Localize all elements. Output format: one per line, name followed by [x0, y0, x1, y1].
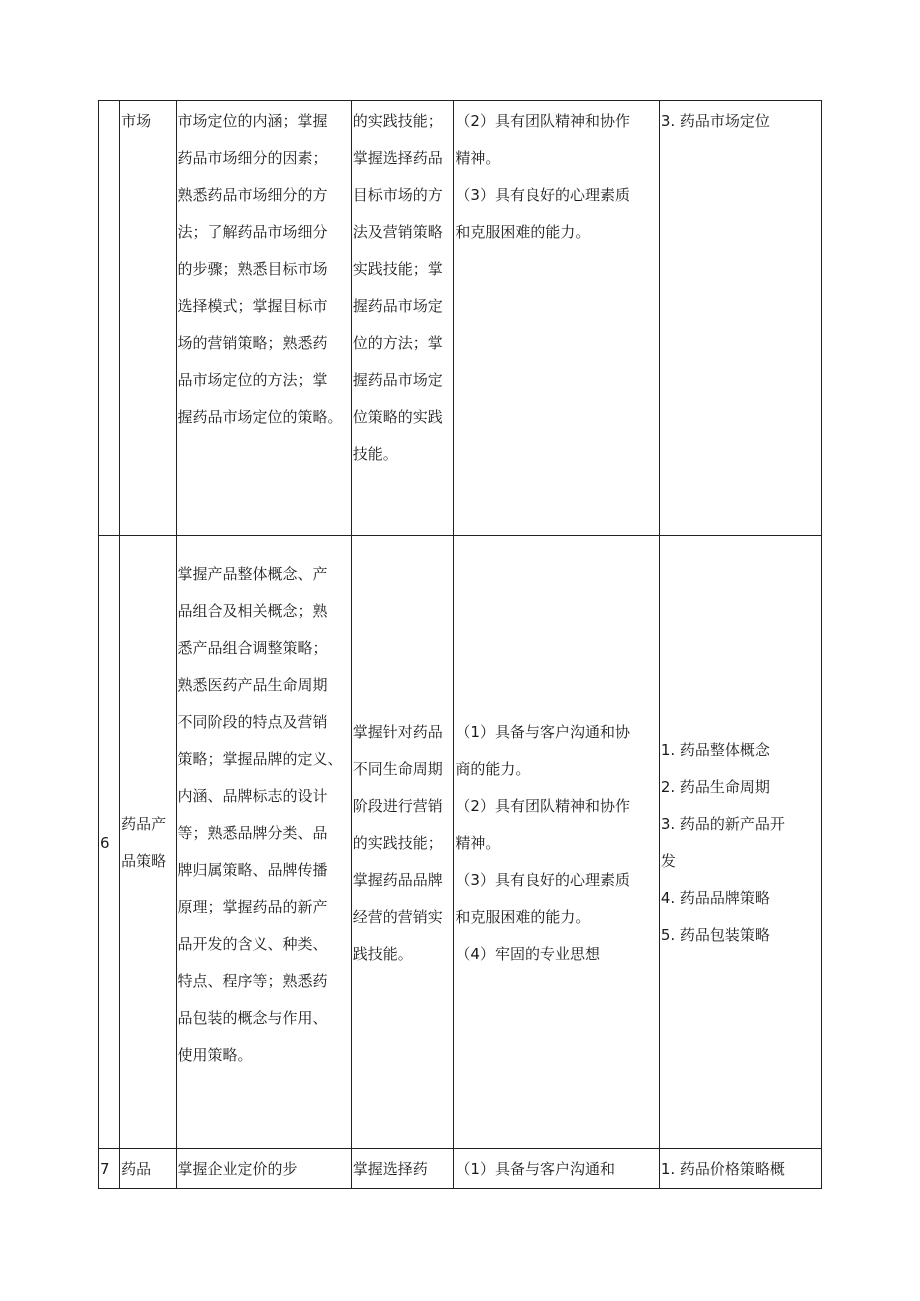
cell-line: 品市场定位的方法；掌 [177, 371, 328, 389]
knowledge-cell [176, 1149, 351, 1189]
knowledge-cell [176, 101, 351, 536]
cell-line: 践技能。 [352, 944, 413, 963]
content-cell [659, 1149, 821, 1189]
module-name-cell [120, 536, 176, 1149]
cell-line: 发 [660, 852, 676, 870]
cell-line: （1）具备与客户沟通和 [455, 1160, 615, 1178]
cell-line: 位的方法；掌 [352, 334, 443, 352]
cell-line: 等；熟悉品牌分类、品 [177, 824, 328, 842]
cell-line: 3. 药品市场定位 [660, 112, 770, 130]
quality-cell [454, 1149, 659, 1189]
row-number-cell: 7 [99, 1149, 120, 1189]
cell-line: 选择模式；掌握目标市 [177, 297, 328, 315]
cell-line: 阶段进行营销 [352, 796, 443, 815]
row-number-cell: 6 [99, 536, 120, 1149]
cell-line: 药品产 [121, 815, 167, 833]
cell-line: 市场 [121, 112, 152, 130]
cell-line: 和克服困难的能力。 [455, 223, 591, 241]
cell-line: 原理；掌握药品的新产 [177, 898, 328, 916]
cell-line: 品策略 [121, 852, 167, 870]
cell-line: 熟悉药品市场细分的方 [177, 186, 328, 204]
cell-line: 掌握产品整体概念、产 [177, 565, 328, 583]
cell-line: 5. 药品包装策略 [660, 926, 770, 944]
cell-line: 精神。 [455, 149, 501, 167]
cell-line: 2. 药品生命周期 [660, 778, 770, 796]
cell-line: 悉产品组合调整策略； [177, 639, 328, 657]
cell-line: 和克服困难的能力。 [455, 907, 591, 926]
cell-line: 品组合及相关概念；熟 [177, 602, 328, 620]
cell-line: （4）牢固的专业思想 [455, 944, 600, 963]
module-name-cell [120, 1149, 176, 1189]
row-number-cell [99, 101, 120, 536]
cell-line: 品开发的含义、种类、 [177, 935, 328, 953]
curriculum-table [98, 100, 822, 1189]
cell-line: 掌握选择药品 [352, 149, 443, 167]
cell-line: 3. 药品的新产品开 [660, 815, 785, 833]
cell-line: 经营的营销实 [352, 907, 443, 926]
cell-line: 握药品市场定 [352, 297, 443, 315]
skill-cell [351, 101, 454, 536]
cell-line: （2）具有团队精神和协作 [455, 112, 630, 130]
cell-line: （1）具备与客户沟通和协 [455, 722, 630, 741]
table-row [99, 101, 822, 536]
skill-cell [351, 1149, 454, 1189]
cell-line: 品包装的概念与作用、 [177, 1009, 328, 1027]
cell-line: 位策略的实践 [352, 408, 443, 426]
cell-line: 药品市场细分的因素； [177, 149, 328, 167]
cell-line: 不同阶段的特点及营销 [177, 713, 328, 731]
content-cell [659, 101, 821, 536]
quality-cell [454, 536, 659, 1149]
cell-line: 牌归属策略、品牌传播 [177, 861, 328, 879]
cell-line: 精神。 [455, 833, 501, 852]
cell-line: 的实践技能； [352, 833, 443, 852]
cell-line: 的步骤；熟悉目标市场 [177, 260, 328, 278]
cell-line: 市场定位的内涵；掌握 [177, 112, 328, 130]
cell-line: 特点、程序等；熟悉药 [177, 972, 328, 990]
knowledge-cell [176, 536, 351, 1149]
module-name-cell [120, 101, 176, 536]
cell-line: 商的能力。 [455, 759, 531, 778]
cell-line: 不同生命周期 [352, 759, 443, 778]
cell-line: 使用策略。 [177, 1046, 253, 1064]
cell-line: （3）具有良好的心理素质 [455, 870, 630, 889]
cell-line: 场的营销策略；熟悉药 [177, 334, 328, 352]
cell-line: 策略；掌握品牌的定义、 [177, 750, 343, 768]
quality-cell [454, 101, 659, 536]
cell-line: 掌握选择药 [352, 1160, 428, 1178]
cell-line: 握药品市场定 [352, 371, 443, 389]
cell-line: 熟悉医药产品生命周期 [177, 676, 328, 694]
cell-line: 目标市场的方 [352, 186, 443, 204]
cell-line: 4. 药品品牌策略 [660, 889, 770, 907]
cell-line: 握药品市场定位的策略。 [177, 408, 343, 426]
cell-line: 药品 [121, 1160, 152, 1178]
cell-line: 1. 药品整体概念 [660, 741, 770, 759]
table-row [99, 1149, 822, 1189]
cell-line: 掌握药品品牌 [352, 870, 443, 889]
cell-line: 技能。 [352, 445, 398, 463]
cell-line: （2）具有团队精神和协作 [455, 796, 630, 815]
cell-line: 的实践技能； [352, 112, 443, 130]
table-row [99, 536, 822, 1149]
cell-line: 法；了解药品市场细分 [177, 223, 328, 241]
cell-line: 法及营销策略 [352, 223, 443, 241]
skill-cell [351, 536, 454, 1149]
cell-line: 掌握针对药品 [352, 722, 443, 741]
cell-line: 掌握企业定价的步 [177, 1160, 298, 1178]
cell-line: 实践技能；掌 [352, 260, 443, 278]
cell-line: 内涵、品牌标志的设计 [177, 787, 328, 805]
cell-line: （3）具有良好的心理素质 [455, 186, 630, 204]
content-cell [659, 536, 821, 1149]
cell-line: 1. 药品价格策略概 [660, 1160, 785, 1178]
